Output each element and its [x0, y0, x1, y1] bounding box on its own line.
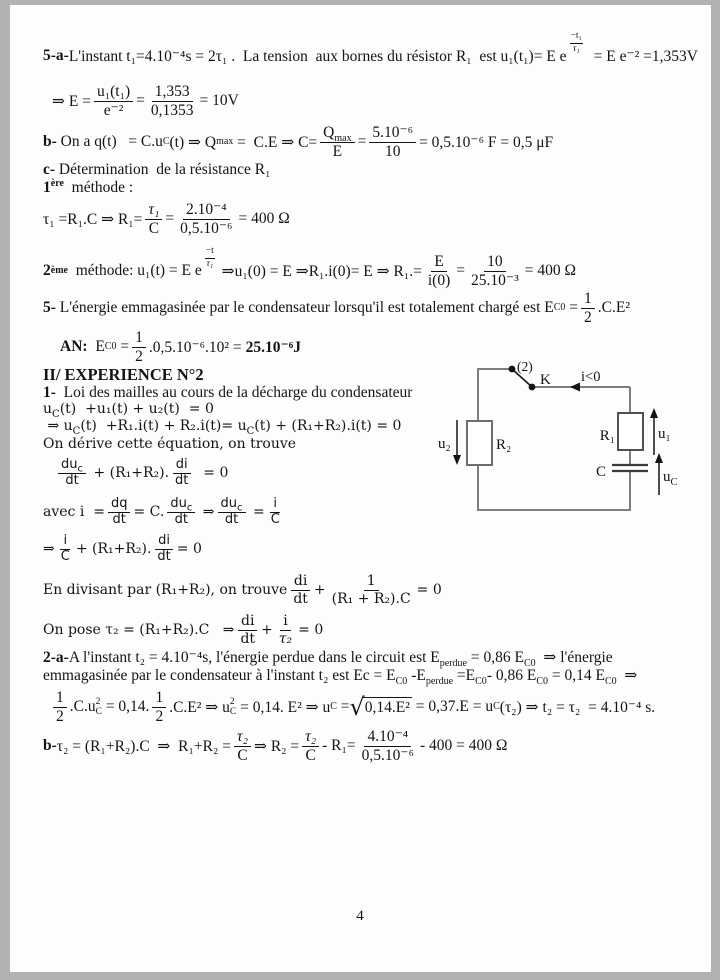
numerator: di [291, 573, 310, 590]
text-run: .0,5.10⁻⁶.10² = [148, 338, 246, 356]
switch-position-label: (2) [517, 359, 533, 374]
text-run: = C.E ⇒ C= [233, 133, 318, 151]
text-run: - 400 = 400 Ω [420, 737, 508, 754]
fraction [369, 124, 416, 161]
text-run: (t) +R₁.i(t) + R₂.i(t)= u [80, 418, 247, 434]
text-run: τ₂ = (R₁+R₂).C ⇒ R₁+R₂ = [56, 737, 232, 755]
text-run: L'instant t₁=4.10⁻⁴s = 2τ₁ . La tension aux bornes du résistor R₁ est u₁(t₁)= E e [68, 47, 567, 65]
numerator: i [270, 497, 280, 513]
text-run: ⇒ E = [52, 92, 91, 110]
denominator: dt [224, 511, 239, 527]
bold-label: 5-a- [43, 47, 69, 65]
square-root [349, 692, 412, 721]
subscript: c [237, 502, 243, 514]
text-run: - 0,86 E [486, 667, 537, 684]
text-run: = 0,14. [101, 698, 150, 715]
wire-top-left [478, 369, 510, 421]
text-run: du [220, 495, 237, 511]
fraction [268, 497, 283, 528]
line-methode1 [43, 179, 133, 197]
text-run: = E e⁻² =1,353V [585, 47, 698, 65]
text-run: méthode: u₁(t) = E e [67, 262, 202, 279]
denominator: C [237, 746, 248, 764]
numerator: i [60, 534, 70, 550]
switch-node-2 [509, 366, 516, 373]
text-run: = 0,14 E [548, 667, 605, 684]
line-maille2 [43, 418, 402, 437]
subscript: C0 [604, 676, 617, 688]
text-run: (τ₂) ⇒ t₂ = τ₂ = 4.10⁻⁴ s. [499, 698, 656, 716]
resistor-r2-symbol [467, 421, 492, 465]
r2-label: R₂ [496, 437, 512, 453]
denominator: dt [175, 472, 189, 488]
denominator: τ₁ [572, 43, 580, 54]
numerator: τ₂ [234, 728, 251, 747]
page-number: 4 [356, 908, 364, 924]
text-run: ⇒u₁(0) = E ⇒R₁.i(0)= E ⇒ R₁.= [217, 262, 422, 280]
numerator: dq [108, 497, 131, 513]
line-1-loi [43, 384, 412, 402]
fraction [359, 728, 417, 765]
sub-sup-stack [230, 698, 236, 718]
subscript: C [95, 707, 102, 717]
text-run: Loi des mailles au cours de la décharge du condensateur [55, 384, 413, 401]
denominator: dt [157, 548, 171, 564]
denominator: C [60, 548, 70, 564]
line-2a-suite [43, 666, 638, 688]
text-run: du [170, 495, 187, 511]
numerator: 4.10⁻⁴ [364, 728, 411, 747]
text-run: méthode : [63, 179, 134, 196]
text-run: = 0,14. E² ⇒ u [236, 698, 331, 716]
fraction [425, 253, 453, 290]
line-2a [43, 648, 613, 670]
text-run: = [565, 299, 579, 316]
arrowhead-u2 [453, 455, 461, 465]
numerator [320, 124, 354, 143]
switch-node-k [529, 384, 536, 391]
exponent-fraction [570, 31, 583, 56]
bold-label: AN: [60, 338, 88, 355]
fraction [53, 689, 67, 726]
denominator: C [148, 219, 160, 237]
line-methode2: 2 ème méthode: u₁(t) = E e $\frac{-t}{\text{τ₁}}$ ⇒u₁(0) = E ⇒R₁.i(0)= E ⇒ R₁.= $\frac{E}{i(0)}$ = $\frac{10}{\text{25.10⁻³}}$ = 400 Ω [43, 245, 576, 289]
text-run: + [313, 582, 326, 598]
denominator: dt [112, 511, 126, 527]
numerator: i [280, 613, 290, 630]
fraction [290, 573, 311, 606]
capacitor-symbol [612, 465, 648, 471]
section-title: II/ EXPERIENCE N°2 [43, 365, 204, 384]
text-run: (t) ⇒ Q [169, 133, 217, 151]
subscript: C0 [523, 658, 536, 670]
fraction [132, 329, 146, 366]
text-run: (t) +u₁(t) + u₂(t) = 0 [59, 401, 214, 417]
subscript: C0 [536, 676, 548, 688]
circuit-diagram [430, 356, 710, 536]
fraction [167, 497, 195, 528]
text-run: On a q(t) = C.u [56, 133, 163, 150]
text-run: + (R₁+R₂). [75, 541, 152, 557]
u1-label: u₁ [658, 426, 671, 442]
text-run: u [43, 401, 53, 417]
text-run: Détermination de la résistance R₁ [55, 161, 271, 178]
text-run: = [165, 210, 175, 227]
numerator [58, 458, 86, 474]
text-run: .C.E² [597, 299, 630, 316]
text-run: A l'instant t₂ = 4.10⁻⁴s, l'énergie perdue dans le circuit est E [68, 649, 440, 666]
fraction [302, 728, 319, 765]
denominator: 2 [56, 707, 64, 725]
superscript: ère [50, 177, 64, 189]
uc-label-base: u [663, 469, 671, 485]
subscript: c [77, 463, 83, 475]
radical-sign: √ [349, 692, 365, 721]
text-run: .C.E² ⇒ u [169, 698, 230, 716]
current-label: i<0 [581, 369, 601, 385]
text-run: du [61, 456, 78, 472]
text-run: ⇒ [616, 667, 638, 684]
arrowhead-uc [655, 453, 663, 463]
fraction [237, 613, 258, 646]
text-run: = 0,5.10⁻⁶ F = 0,5 μF [419, 133, 554, 151]
subscript: perdue [439, 658, 467, 670]
fraction [468, 253, 522, 290]
numerator: 1,353 [152, 83, 193, 102]
numerator: 5.10⁻⁶ [369, 124, 416, 143]
superscript: 2 [95, 697, 101, 708]
denominator: τ₂ [278, 630, 293, 647]
denominator: dt [240, 630, 256, 647]
denominator: 0,5.10⁻⁶ [361, 746, 414, 764]
numerator: −t₁ [570, 31, 583, 44]
fraction [234, 728, 251, 765]
denominator: dt [293, 590, 308, 607]
fraction [581, 290, 595, 327]
fraction [329, 573, 414, 606]
numerator: τ₁ [145, 201, 162, 220]
numerator: di [238, 613, 257, 630]
denominator: dt [65, 472, 79, 488]
switch-label: K [540, 372, 551, 388]
subscript: C0 [395, 676, 408, 688]
line-b-tau2 [43, 723, 507, 769]
text-run: = [357, 133, 367, 150]
denominator: 25.10⁻³ [471, 271, 519, 289]
text-run: = [136, 92, 145, 109]
fraction [218, 497, 246, 528]
subscript: max [334, 132, 352, 144]
subscript: c [186, 502, 193, 514]
line-derive: On dérive cette équation, on trouve [43, 436, 297, 452]
fraction [145, 201, 162, 238]
text-run: + (R₁+R₂). [89, 465, 170, 481]
subscript: C [52, 408, 60, 420]
bold-label: 2-a- [43, 649, 69, 666]
line-i-sur-c [43, 530, 202, 568]
subscript: C [229, 707, 237, 717]
line-divisant [43, 567, 442, 613]
text-run: E [87, 338, 105, 355]
denominator: C [305, 746, 316, 764]
text-run: = C. [133, 504, 165, 520]
bold-label: 1- [43, 384, 56, 401]
text-run: = [116, 338, 130, 355]
text-run: ⇒ [43, 541, 55, 557]
fraction [172, 458, 191, 489]
numerator: 1 [132, 329, 146, 348]
line-c [43, 161, 271, 179]
c-label: C [596, 464, 607, 480]
text-run: ⇒ R₂ = [253, 737, 300, 755]
text-run: = 0,86 E [466, 649, 524, 666]
r1-label: R₁ [599, 428, 615, 444]
text-run: = 0 [416, 582, 442, 598]
numerator: 1 [152, 689, 166, 708]
numerator: 1 [53, 689, 67, 708]
text-run: = 0 [298, 622, 324, 638]
fraction [152, 689, 166, 726]
text-run: ⇒ [198, 504, 215, 520]
numerator: −t [205, 246, 215, 259]
denominator: E [332, 142, 343, 160]
line-duc-dt [55, 453, 228, 493]
text-run: = 0 [176, 541, 202, 557]
line-on-pose [43, 610, 323, 650]
fraction [177, 201, 235, 238]
text-run: ⇒ l'énergie [535, 649, 613, 666]
denominator: 0,5.10⁻⁶ [180, 219, 233, 237]
numerator: E [431, 253, 446, 272]
bold-label: 1 [43, 179, 51, 196]
subscript: C0 [475, 676, 487, 688]
current-arrow [570, 383, 580, 392]
fraction [320, 124, 354, 161]
bold-label: 5- [43, 299, 56, 316]
denominator: dt [174, 511, 188, 527]
text-run: = [248, 504, 265, 520]
subscript: C [72, 425, 81, 437]
numerator: 1 [364, 573, 379, 590]
sub-sup-stack [96, 698, 102, 718]
bold-label: b- [43, 133, 57, 150]
denominator: e⁻² [103, 101, 124, 119]
fraction [154, 534, 173, 565]
text-run: emmagasinée par le condensateur à l'instant t₂ est Ec = E [43, 667, 396, 684]
denominator: τ₁ [206, 258, 214, 269]
denominator: 2 [155, 707, 164, 725]
fraction [108, 497, 131, 528]
text-run: = [456, 262, 466, 279]
text-run: = 400 Ω [238, 210, 290, 227]
exponent-fraction [205, 246, 215, 271]
text-run: ⇒ u [43, 418, 73, 434]
uc-label [663, 469, 678, 488]
arrowhead-u1 [650, 408, 658, 418]
text-run: En divisant par (R₁+R₂), on trouve [43, 582, 288, 598]
subscript: perdue [425, 676, 454, 688]
text-run: On pose τ₂ = (R₁+R₂).C ⇒ [43, 622, 235, 638]
u2-label: u₂ [438, 436, 451, 452]
fraction [276, 613, 295, 646]
text-run: = [336, 698, 350, 715]
bold-label: c- [43, 161, 56, 178]
fraction [148, 83, 197, 120]
denominator: 2 [135, 347, 143, 365]
bold-label: 2 [43, 262, 51, 279]
denominator: i(0) [427, 271, 451, 289]
numerator: 10 [484, 253, 506, 272]
line-an: AN: E C0 = $\frac{1}{2}$ .0,5.10⁻⁶.10² = 25.10⁻⁶J [60, 328, 302, 365]
subscript: C [246, 425, 255, 437]
fraction [58, 458, 86, 489]
denominator: 0,1353 [150, 101, 194, 119]
numerator: 1 [581, 290, 595, 309]
result-value: 25.10⁻⁶J [245, 339, 302, 356]
uc-label-subscript: C [670, 477, 678, 488]
line-energie-calc: $\frac{1}{2}$ .C.u 2 C = 0,14. $\frac{1}{2}$ .C.E² ⇒ u 2 C = 0,14. E² ⇒ u C = √ 0,14.E² = 0,37.E = u C (τ₂) ⇒ t₂ = τ₂ = 4.10⁻⁴ s. [50, 686, 655, 728]
text-run: avec i = [43, 504, 105, 520]
numerator: τ₂ [302, 728, 319, 747]
text-run: = 0,37.E = u [411, 698, 494, 715]
radicand: 0,14.E² [364, 698, 410, 716]
line-5a [43, 31, 698, 69]
text-run: = 0 [194, 465, 229, 481]
fraction [58, 534, 73, 565]
text-run: τ₁ =R₁.C ⇒ R₁= [43, 210, 143, 228]
line-avec-i [43, 491, 286, 533]
bold-label: b- [43, 737, 57, 754]
denominator: 2 [584, 308, 592, 326]
resistor-r1-symbol [618, 413, 643, 450]
line-tau1 [43, 196, 290, 242]
text-run: Q [323, 123, 335, 141]
text-run: =E [453, 667, 476, 684]
text-run: (t) + (R₁+R₂).i(t) = 0 [254, 418, 402, 434]
superscript: 2 [229, 697, 235, 708]
text-run: L'énergie emmagasinée par le condensateur lorsqu'il est totalement chargé est E [55, 299, 554, 316]
text-run: -E [407, 667, 426, 684]
fraction [94, 83, 133, 120]
numerator [167, 497, 195, 513]
text-run: + [261, 622, 273, 638]
denominator: C [270, 511, 280, 527]
text-run: = 400 Ω [524, 262, 576, 279]
wire-bottom-loop [478, 465, 630, 510]
numerator: u₁(t₁) [94, 83, 133, 102]
line-maille [43, 401, 214, 420]
line-b: b- On a q(t) = C.u C (t) ⇒ Q max = C.E ⇒ C= $Q_{max}$ E = $\frac{\text{5.10⁻⁶}}{10}$ = 0,5.10⁻⁶ F = 0,5 μF [43, 123, 554, 160]
denominator: 10 [384, 142, 401, 160]
numerator: di [155, 534, 173, 550]
denominator: (R₁ + R₂).C [331, 590, 411, 607]
line-e-value [52, 81, 239, 121]
text-run: .C.u [69, 698, 96, 715]
numerator [218, 497, 246, 513]
text-run: = 10V [199, 92, 239, 109]
text-run: - R₁= [322, 737, 356, 754]
line-5-energie: 5- L'énergie emmagasinée par le condensateur lorsqu'il est totalement chargé est E C0 = $\frac{1}{2}$ .C.E² [43, 289, 630, 326]
numerator: di [173, 458, 191, 474]
numerator: 2.10⁻⁴ [183, 201, 230, 220]
